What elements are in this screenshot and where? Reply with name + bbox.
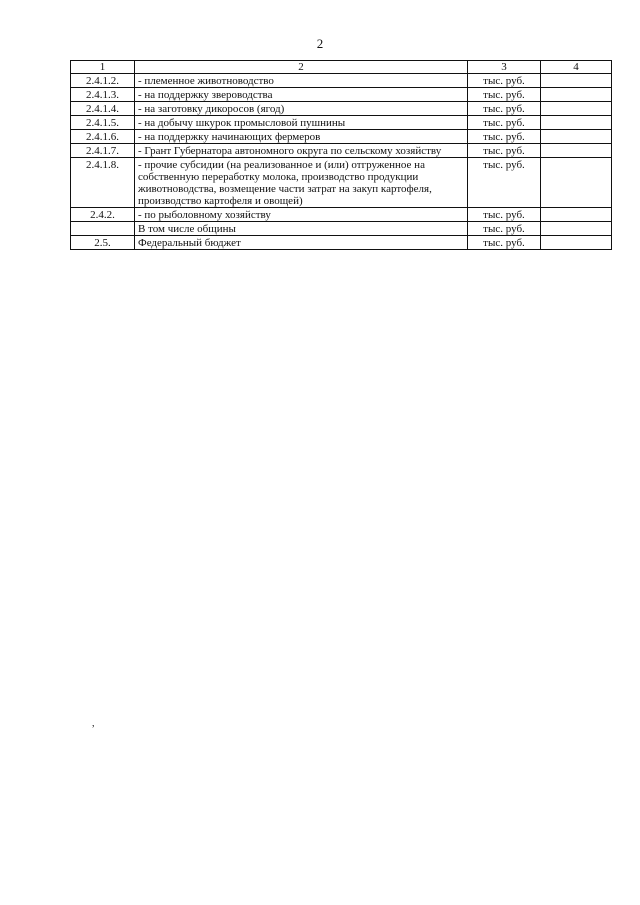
row-number: 2.4.1.2. (71, 74, 135, 88)
row-name: - на заготовку дикоросов (ягод) (135, 102, 468, 116)
row-value (541, 236, 612, 250)
row-number: 2.4.1.7. (71, 144, 135, 158)
row-unit: тыс. руб. (468, 130, 541, 144)
table-row (71, 88, 612, 102)
row-unit: тыс. руб. (468, 74, 541, 88)
row-number: 2.4.1.3. (71, 88, 135, 102)
row-name: В том числе общины (135, 222, 468, 236)
row-unit: тыс. руб. (468, 222, 541, 236)
table-row (71, 130, 612, 144)
row-name: - племенное животноводство (135, 74, 468, 88)
table-row (71, 116, 612, 130)
row-number: 2.4.1.6. (71, 130, 135, 144)
page-number: 2 (316, 36, 324, 51)
row-name: - прочие субсидии (на реализованное и (или) отгруженное на собственную переработку молока, производство продукции животноводства, возмещение части затрат на закуп картофеля, производство картофеля и овощей) (135, 158, 468, 208)
table-header-row (71, 61, 612, 74)
row-value (541, 158, 612, 208)
row-number: 2.4.1.8. (71, 158, 135, 208)
row-name: Федеральный бюджет (135, 236, 468, 250)
table-row (71, 222, 612, 236)
row-number: 2.4.1.5. (71, 116, 135, 130)
table-row (71, 144, 612, 158)
row-unit: тыс. руб. (468, 102, 541, 116)
row-value (541, 144, 612, 158)
row-number (71, 222, 135, 236)
header-col-2: 2 (135, 61, 468, 74)
row-name: - на поддержку звероводства (135, 88, 468, 102)
row-unit: тыс. руб. (468, 88, 541, 102)
stray-mark: , (92, 718, 95, 729)
table-row (71, 102, 612, 116)
row-number: 2.4.2. (71, 208, 135, 222)
row-name: - на добычу шкурок промысловой пушнины (135, 116, 468, 130)
table-row (71, 208, 612, 222)
row-number: 2.5. (71, 236, 135, 250)
row-unit: тыс. руб. (468, 208, 541, 222)
table-row (71, 236, 612, 250)
row-unit: тыс. руб. (468, 144, 541, 158)
table-row (71, 74, 612, 88)
row-unit: тыс. руб. (468, 236, 541, 250)
row-value (541, 102, 612, 116)
row-value (541, 208, 612, 222)
row-name: - Грант Губернатора автономного округа по сельскому хозяйству (135, 144, 468, 158)
table-row (71, 158, 612, 208)
row-unit: тыс. руб. (468, 116, 541, 130)
row-value (541, 88, 612, 102)
row-name: - по рыболовному хозяйству (135, 208, 468, 222)
header-col-4: 4 (541, 61, 612, 74)
header-col-1: 1 (71, 61, 135, 74)
row-value (541, 222, 612, 236)
row-unit: тыс. руб. (468, 158, 541, 208)
row-value (541, 74, 612, 88)
row-number: 2.4.1.4. (71, 102, 135, 116)
header-col-3: 3 (468, 61, 541, 74)
row-value (541, 116, 612, 130)
row-name: - на поддержку начинающих фермеров (135, 130, 468, 144)
budget-table (70, 60, 612, 250)
row-value (541, 130, 612, 144)
